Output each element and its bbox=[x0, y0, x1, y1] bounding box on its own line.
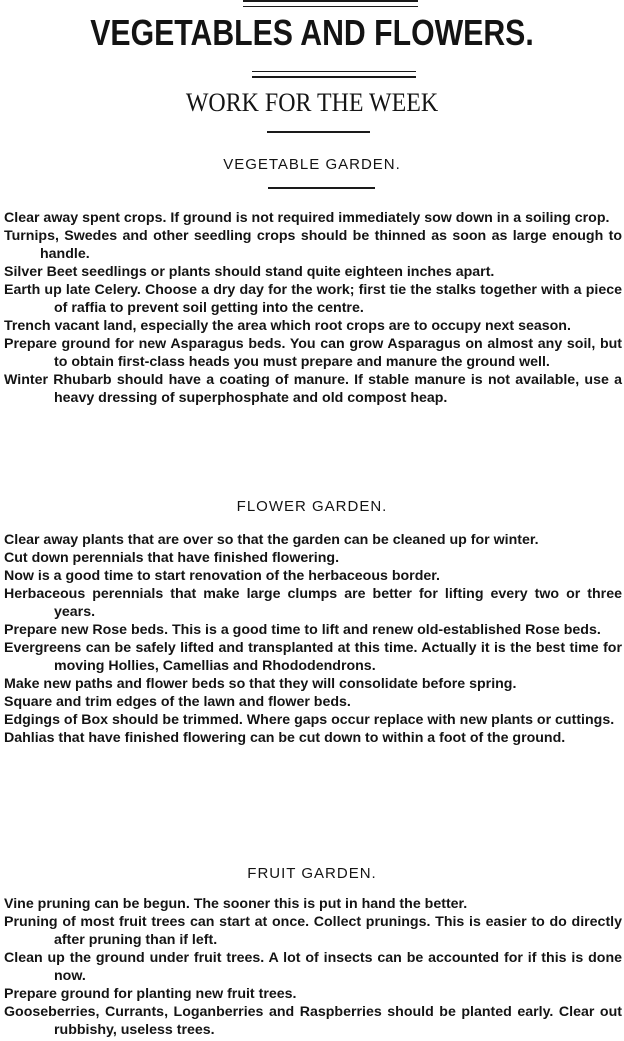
list-item: Prepare new Rose beds. This is a good time to lift and renew old-established Rose beds. bbox=[4, 622, 601, 638]
list-item: Silver Beet seedlings or plants should stand quite eighteen inches apart. bbox=[4, 264, 495, 280]
list-item: Herbaceous perennials that make large clumps are better for lifting every two or three years. bbox=[4, 586, 622, 620]
top-double-rule-1 bbox=[243, 0, 418, 2]
subtitle-rule bbox=[267, 131, 370, 133]
vegetable-list bbox=[0, 209, 624, 407]
title-rule-1 bbox=[252, 71, 416, 72]
list-item: Clear away plants that are over so that the garden can be cleaned up for winter. bbox=[4, 532, 539, 548]
list-item: Turnips, Swedes and other seedling crops should be thinned as soon as large enough to handle. bbox=[4, 228, 622, 262]
list-item: Trench vacant land, especially the area which root crops are to occupy next season. bbox=[4, 318, 571, 334]
page-subtitle: WORK FOR THE WEEK bbox=[185, 88, 439, 117]
list-item: Winter Rhubarb should have a coating of manure. If stable manure is not available, use a heavy dressing of superphosphate and old compost heap. bbox=[4, 372, 622, 406]
title-rule-2 bbox=[252, 76, 416, 78]
list-item: Gooseberries, Currants, Loganberries and Raspberries should be planted early. Clear out rubbishy, useless trees. bbox=[4, 1004, 622, 1038]
list-item: Evergreens can be safely lifted and transplanted at this time. Actually it is the best time for moving Hollies, Camellias and Rhododendrons. bbox=[4, 640, 622, 674]
section-heading-fruit: FRUIT GARDEN. bbox=[247, 865, 377, 882]
top-double-rule-2 bbox=[243, 6, 418, 7]
list-item: Clear away spent crops. If ground is not required immediately sow down in a soiling crop. bbox=[4, 210, 610, 226]
section-heading-flower: FLOWER GARDEN. bbox=[236, 498, 388, 515]
list-item: Cut down perennials that have finished flowering. bbox=[4, 550, 340, 566]
list-item: Now is a good time to start renovation of the herbaceous border. bbox=[4, 568, 440, 584]
list-item: Dahlias that have finished flowering can be cut down to within a foot of the ground. bbox=[4, 730, 566, 746]
fruit-list bbox=[0, 895, 624, 1039]
section-rule-vegetable bbox=[268, 187, 375, 189]
list-item: Prepare ground for new Asparagus beds. You can grow Asparagus on almost any soil, but to obtain first-class heads you must prepare and manure the ground well. bbox=[4, 336, 622, 370]
list-item: Prepare ground for planting new fruit trees. bbox=[4, 986, 297, 1002]
list-item: Clean up the ground under fruit trees. A lot of insects can be accounted for if this is done now. bbox=[4, 950, 622, 984]
list-item: Make new paths and flower beds so that they will consolidate before spring. bbox=[4, 676, 517, 692]
flower-list bbox=[0, 531, 624, 747]
page-title: VEGETABLES AND FLOWERS. bbox=[90, 12, 534, 53]
list-item: Earth up late Celery. Choose a dry day for the work; first tie the stalks together with a piece of raffia to prevent soil getting into the centre. bbox=[4, 282, 622, 316]
list-item: Vine pruning can be begun. The sooner this is put in hand the better. bbox=[4, 896, 468, 912]
list-item: Edgings of Box should be trimmed. Where gaps occur replace with new plants or cuttings. bbox=[4, 712, 615, 728]
section-heading-vegetable: VEGETABLE GARDEN. bbox=[223, 156, 401, 173]
list-item: Pruning of most fruit trees can start at once. Collect prunings. This is easier to do directly after pruning than if left. bbox=[4, 914, 622, 948]
list-item: Square and trim edges of the lawn and flower beds. bbox=[4, 694, 351, 710]
